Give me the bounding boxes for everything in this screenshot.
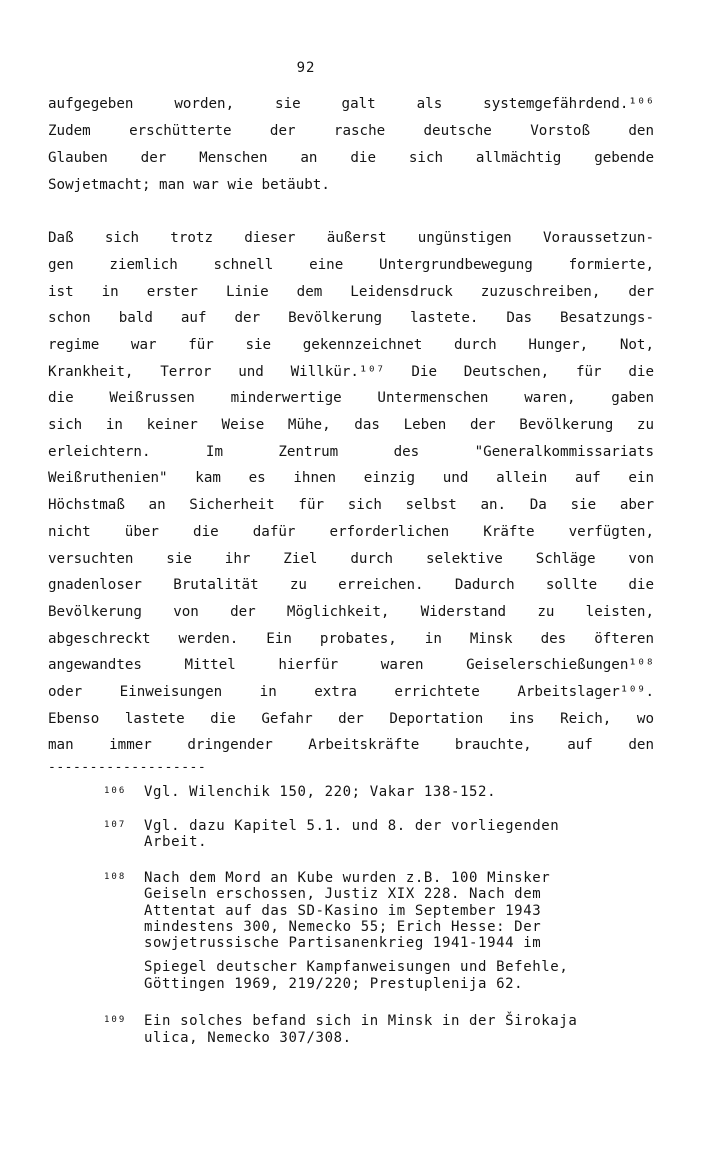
body-line: Zudem erschütterte der rasche deutsche Vorstoß den bbox=[48, 123, 654, 139]
footnote-line: Göttingen 1969, 219/220; Prestuplenija 62. bbox=[144, 976, 524, 992]
footnote-line: Vgl. dazu Kapitel 5.1. und 8. der vorliegenden bbox=[144, 818, 560, 834]
footnote-line: mindestens 300, Nemecko 55; Erich Hesse: Der bbox=[144, 919, 542, 935]
footnote-separator: ------------------- bbox=[48, 760, 207, 775]
body-line: Sowjetmacht; man war wie betäubt. bbox=[48, 177, 330, 193]
body-line: gnadenloser Brutalität zu erreichen. Dadurch sollte die bbox=[48, 577, 654, 593]
footnote-line: Arbeit. bbox=[144, 834, 208, 850]
body-line: Krankheit, Terror und Willkür.¹⁰⁷ Die Deutschen, für die bbox=[48, 364, 654, 380]
body-line: die Weißrussen minderwertige Untermenschen waren, gaben bbox=[48, 390, 654, 406]
body-line: ist in erster Linie dem Leidensdruck zuzuschreiben, der bbox=[48, 284, 654, 300]
footnote-line: Ein solches befand sich in Minsk in der Širokaja bbox=[144, 1013, 578, 1029]
footnote-mark: 106 bbox=[104, 786, 127, 796]
body-line: Glauben der Menschen an die sich allmächtig gebende bbox=[48, 150, 654, 166]
body-line: sich in keiner Weise Mühe, das Leben der Bevölkerung zu bbox=[48, 417, 654, 433]
page-number: 92 bbox=[296, 60, 316, 76]
footnote-mark: 107 bbox=[104, 820, 127, 830]
body-line: versuchten sie ihr Ziel durch selektive Schläge von bbox=[48, 551, 654, 567]
body-line: Bevölkerung von der Möglichkeit, Widerstand zu leisten, bbox=[48, 604, 654, 620]
body-line: man immer dringender Arbeitskräfte brauchte, auf den bbox=[48, 737, 654, 753]
body-line: schon bald auf der Bevölkerung lastete. Das Besatzungs- bbox=[48, 310, 654, 326]
footnote-line: Spiegel deutscher Kampfanweisungen und Befehle, bbox=[144, 959, 569, 975]
body-line: Daß sich trotz dieser äußerst ungünstigen Voraussetzun- bbox=[48, 230, 654, 246]
body-line: Höchstmaß an Sicherheit für sich selbst an. Da sie aber bbox=[48, 497, 654, 513]
body-line: aufgegeben worden, sie galt als systemgefährdend.¹⁰⁶ bbox=[48, 96, 654, 112]
body-line: abgeschreckt werden. Ein probates, in Minsk des öfteren bbox=[48, 631, 654, 647]
footnote-line: Vgl. Wilenchik 150, 220; Vakar 138-152. bbox=[144, 784, 497, 800]
footnote-line: ulica, Nemecko 307/308. bbox=[144, 1030, 352, 1046]
body-line: nicht über die dafür erforderlichen Kräfte verfügten, bbox=[48, 524, 654, 540]
footnote-mark: 109 bbox=[104, 1015, 127, 1025]
body-line: angewandtes Mittel hierfür waren Geiselerschießungen¹⁰⁸ bbox=[48, 657, 654, 673]
body-line: erleichtern. Im Zentrum des "Generalkommissariats bbox=[48, 444, 654, 460]
footnote-line: Attentat auf das SD-Kasino im September 1943 bbox=[144, 903, 542, 919]
body-line: regime war für sie gekennzeichnet durch Hunger, Not, bbox=[48, 337, 654, 353]
body-line: Ebenso lastete die Gefahr der Deportation ins Reich, wo bbox=[48, 711, 654, 727]
body-line: gen ziemlich schnell eine Untergrundbewegung formierte, bbox=[48, 257, 654, 273]
footnote-line: Geiseln erschossen, Justiz XIX 228. Nach dem bbox=[144, 886, 542, 902]
footnote-line: Nach dem Mord an Kube wurden z.B. 100 Minsker bbox=[144, 870, 551, 886]
body-line: Weißruthenien" kam es ihnen einzig und allein auf ein bbox=[48, 470, 654, 486]
body-line: oder Einweisungen in extra errichtete Arbeitslager¹⁰⁹. bbox=[48, 684, 654, 700]
footnote-mark: 108 bbox=[104, 872, 127, 882]
footnote-line: sowjetrussische Partisanenkrieg 1941-1944 im bbox=[144, 935, 542, 951]
